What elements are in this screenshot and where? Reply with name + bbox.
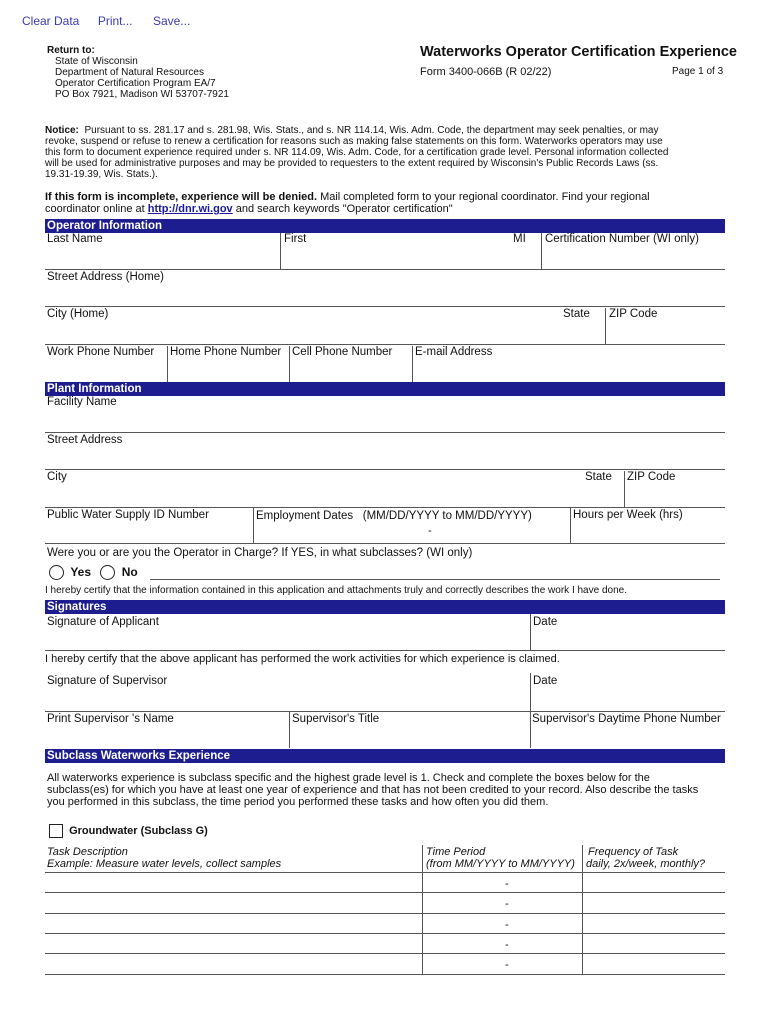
employment-dates-separator: - [428,525,432,537]
plant-section-header: Plant Information [45,382,725,396]
street-home-label: Street Address (Home) [47,271,164,283]
groundwater-checkbox[interactable] [49,824,63,838]
plant-state-label: State [585,471,612,483]
subclass-intro [47,772,698,808]
save-button[interactable]: Save... [152,14,191,28]
first-name-label: First [284,233,307,245]
task-example: Example: Measure water levels, collect samples [47,858,282,870]
plant-zip-input[interactable] [626,485,725,506]
time-period-separator: - [505,919,509,931]
frequency-header-block [586,846,705,870]
supervisor-date-input[interactable] [532,689,725,710]
task-desc-header: Task Description [47,846,128,858]
zip-home-input[interactable] [607,322,725,343]
task-table-header [47,846,281,870]
frequency-example: daily, 2x/week, monthly? [586,858,706,870]
time-period-separator: - [505,939,509,951]
applicant-signature-label: Signature of Applicant [47,616,159,628]
supervisor-title-label: Supervisor's Title [292,713,380,725]
street-home-input[interactable] [45,285,725,305]
notice-block [45,125,735,180]
plant-state-input[interactable] [578,485,622,506]
cell-phone-input[interactable] [291,360,410,381]
plant-zip-label: ZIP Code [627,471,676,483]
dnr-link[interactable]: http://dnr.wi.gov [147,203,233,215]
applicant-date-label: Date [533,616,558,628]
subclass-intro-line: you performed in this subclass, the time period you performed these tasks and how often you did them. [47,796,549,808]
plant-street-input[interactable] [45,448,725,468]
return-line: Operator Certification Program EA/7 [55,78,216,89]
incomplete-text: Mail completed form to your regional coordinator. Find your regional [317,191,650,203]
print-supervisor-name-label: Print Supervisor 's Name [47,713,174,725]
supervisor-signature-input[interactable] [45,689,527,710]
task-row[interactable] [45,954,421,973]
time-period-separator: - [505,878,509,890]
work-phone-input[interactable] [45,360,165,381]
incomplete-text: and search keywords "Operator certification" [232,203,453,215]
time-period-format: (from MM/YYYY to MM/YYYY) [426,858,575,870]
toolbar [22,12,190,30]
hours-per-week-label: Hours per Week (hrs) [573,509,683,521]
supervisor-certify-statement: I hereby certify that the above applicant has performed the work activities for which experience is claimed. [45,653,560,665]
cert-number-label: Certification Number (WI only) [545,233,700,245]
groundwater-label: Groundwater (Subclass G) [69,824,208,837]
subclass-intro-line: All waterworks experience is subclass specific and the highest grade level is 1. Check and complete the boxes below for the [47,772,650,784]
hours-per-week-input[interactable] [572,523,725,542]
cert-number-input[interactable] [543,247,725,268]
notice-line: this form to document experience required under s. NR 114.09, Wis. Adm. Code, for a certification grade level. Personal information collected [45,147,669,158]
plant-street-label: Street Address [47,434,123,446]
last-name-input[interactable] [45,247,279,268]
notice-line: revoke, suspend or refuse to renew a certification for reasons such as making false statements on this form. Waterworks operators may use [45,136,663,147]
facility-name-input[interactable] [45,410,725,431]
return-line: PO Box 7921, Madison WI 53707-7921 [55,89,229,100]
supervisor-signature-label: Signature of Supervisor [47,675,168,687]
email-label: E-mail Address [415,346,493,358]
task-row[interactable] [45,934,421,953]
no-radio[interactable] [100,565,115,580]
email-input[interactable] [414,360,725,381]
notice-label: Notice: [45,125,79,136]
task-row[interactable] [45,893,421,912]
supervisor-date-label: Date [533,675,558,687]
last-name-label: Last Name [47,233,103,245]
subclass-section-header: Subclass Waterworks Experience [45,749,725,763]
pws-id-input[interactable] [45,523,251,542]
form-number: Form 3400-066B (R 02/22) [420,66,552,78]
plant-city-label: City [47,471,67,483]
time-period-header-block [426,846,575,870]
plant-city-input[interactable] [45,485,575,506]
work-phone-label: Work Phone Number [47,346,155,358]
operator-section-header: Operator Information [45,219,725,233]
applicant-certify-statement: I hereby certify that the information contained in this application and attachments truly and correctly describes the work I have done. [45,585,627,596]
return-line: Department of Natural Resources [55,67,204,78]
incomplete-warning: If this form is incomplete, experience will be denied. [45,191,318,203]
zip-label: ZIP Code [609,308,658,320]
print-supervisor-name-input[interactable] [45,727,287,747]
form-title: Waterworks Operator Certification Experience [420,44,737,60]
incomplete-text: coordinator online at [45,203,148,215]
incomplete-notice [45,191,735,215]
task-row[interactable] [45,914,421,933]
oic-radio-group [49,565,138,580]
groundwater-row [49,824,208,838]
facility-name-label: Facility Name [47,396,117,408]
oic-subclasses-input[interactable] [150,564,720,579]
state-home-input[interactable] [558,322,603,343]
oic-question: Were you or are you the Operator in Charge? If YES, in what subclasses? (WI only) [47,547,473,559]
page-number: Page 1 of 3 [672,66,724,77]
supervisor-phone-input[interactable] [532,727,725,747]
subclass-intro-line: subclass(es) for which you have at least one year of experience and that has not been credited to your record. Also describe the tasks [47,784,699,796]
employment-start-input[interactable] [256,523,424,542]
time-period-separator: - [505,898,509,910]
time-period-header: Time Period [426,846,486,858]
city-home-label: City (Home) [47,308,109,320]
return-line: State of Wisconsin [55,56,138,67]
frequency-header: Frequency of Task [588,846,679,858]
first-name-input[interactable] [282,247,508,268]
mi-label: MI [513,233,526,245]
print-button[interactable]: Print... [97,14,133,28]
home-phone-label: Home Phone Number [170,346,282,358]
supervisor-title-input[interactable] [291,727,528,747]
mi-input[interactable] [510,247,540,268]
notice-line: Pursuant to ss. 281.17 and s. 281.98, Wis. Stats., and s. NR 114.14, Wis. Adm. Code, the department may seek penalties, or may [84,125,659,136]
notice-line: will be used for administrative purposes and may be provided to requesters to the extent required by Wisconsin's Public Records Laws (ss. [45,158,659,169]
city-home-input[interactable] [45,322,555,343]
return-to-block [47,45,229,100]
return-to-heading: Return to: [47,45,95,56]
yes-radio[interactable] [49,565,64,580]
cell-phone-label: Cell Phone Number [292,346,393,358]
supervisor-phone-label: Supervisor's Daytime Phone Number [532,713,721,725]
yes-label: Yes [70,565,92,579]
no-label: No [121,565,138,579]
task-row[interactable] [45,873,421,892]
notice-line: 19.31-19.39, Wis. Stats.). [45,169,158,180]
home-phone-input[interactable] [169,360,287,381]
employment-end-input[interactable] [436,523,568,542]
pws-id-label: Public Water Supply ID Number [47,509,209,521]
applicant-signature-input[interactable] [45,630,527,649]
time-period-separator: - [505,959,509,971]
signatures-section-header: Signatures [45,600,725,614]
clear-data-button[interactable]: Clear Data [22,14,80,28]
applicant-date-input[interactable] [532,630,725,649]
employment-dates-label: Employment Dates (MM/DD/YYYY to MM/DD/YYYY) [256,510,532,522]
state-label: State [563,308,590,320]
